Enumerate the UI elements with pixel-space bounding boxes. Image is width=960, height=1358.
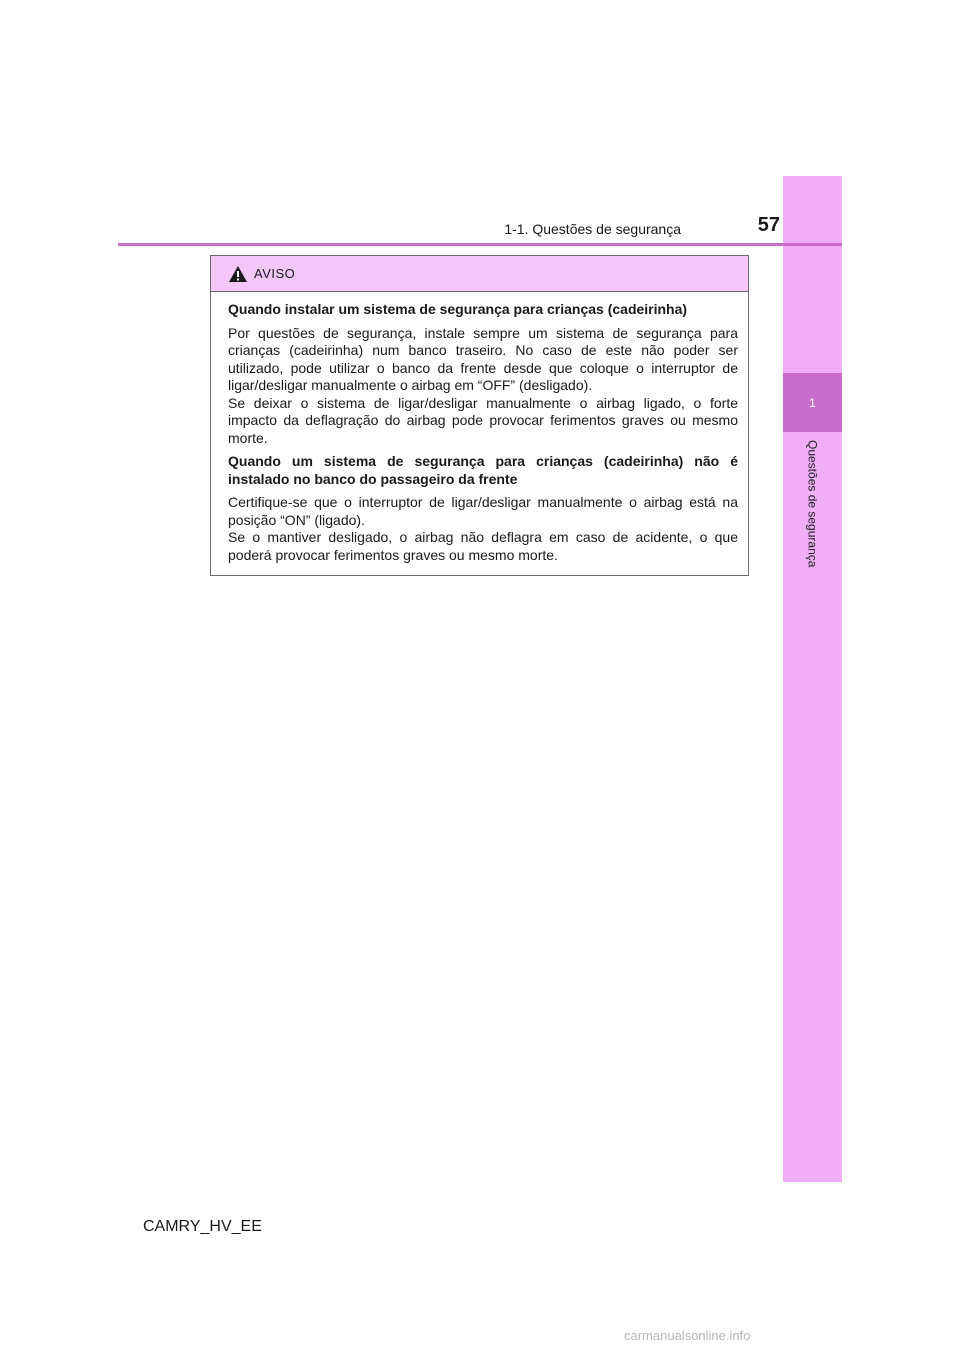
warning-paragraph-1 [228,325,738,448]
footer-model-code: CAMRY_HV_EE [143,1218,262,1235]
warning-box [210,255,749,576]
warning-triangle-icon [228,265,248,283]
warning-text-4: Se o mantiver desligado, o airbag não deflagra em caso de acidente, o que poderá provocar ferimentos graves ou mesmo morte. [228,529,738,563]
warning-header [211,256,748,292]
chapter-number: 1 [809,395,816,410]
warning-text-3: Certifique-se que o interruptor de ligar/desligar manualmente o airbag está na posição “ON” (ligado). [228,494,738,528]
header-section-title: 1-1. Questões de segurança [504,221,681,237]
page-number: 57 [757,214,780,236]
warning-heading-2: Quando um sistema de segurança para crianças (cadeirinha) não é instalado no banco do passageiro da frente [228,453,738,487]
warning-paragraph-2 [228,494,738,564]
warning-title: AVISO [254,266,296,281]
warning-heading-1: Quando instalar um sistema de segurança para crianças (cadeirinha) [228,301,688,317]
header-divider [118,243,842,246]
warning-text-2: Se deixar o sistema de ligar/desligar manualmente o airbag ligado, o forte impacto da deflagração do airbag pode provocar ferimentos graves ou mesmo morte. [228,394,738,446]
chapter-title [783,432,842,612]
warning-body [211,292,748,564]
watermark: carmanualsonline.info [624,1328,751,1343]
warning-text-1: Por questões de segurança, instale sempre um sistema de segurança para crianças (cadeirinha) num banco traseiro. No caso de este não poder ser utilizado, pode utilizar o banco da frente desde que coloque o interruptor de ligar/desligar manualmente o airbag em “OFF” (desligado). [228,324,738,393]
chapter-title-text: Questões de segurança [805,440,820,568]
chapter-side-tab [783,176,842,1182]
